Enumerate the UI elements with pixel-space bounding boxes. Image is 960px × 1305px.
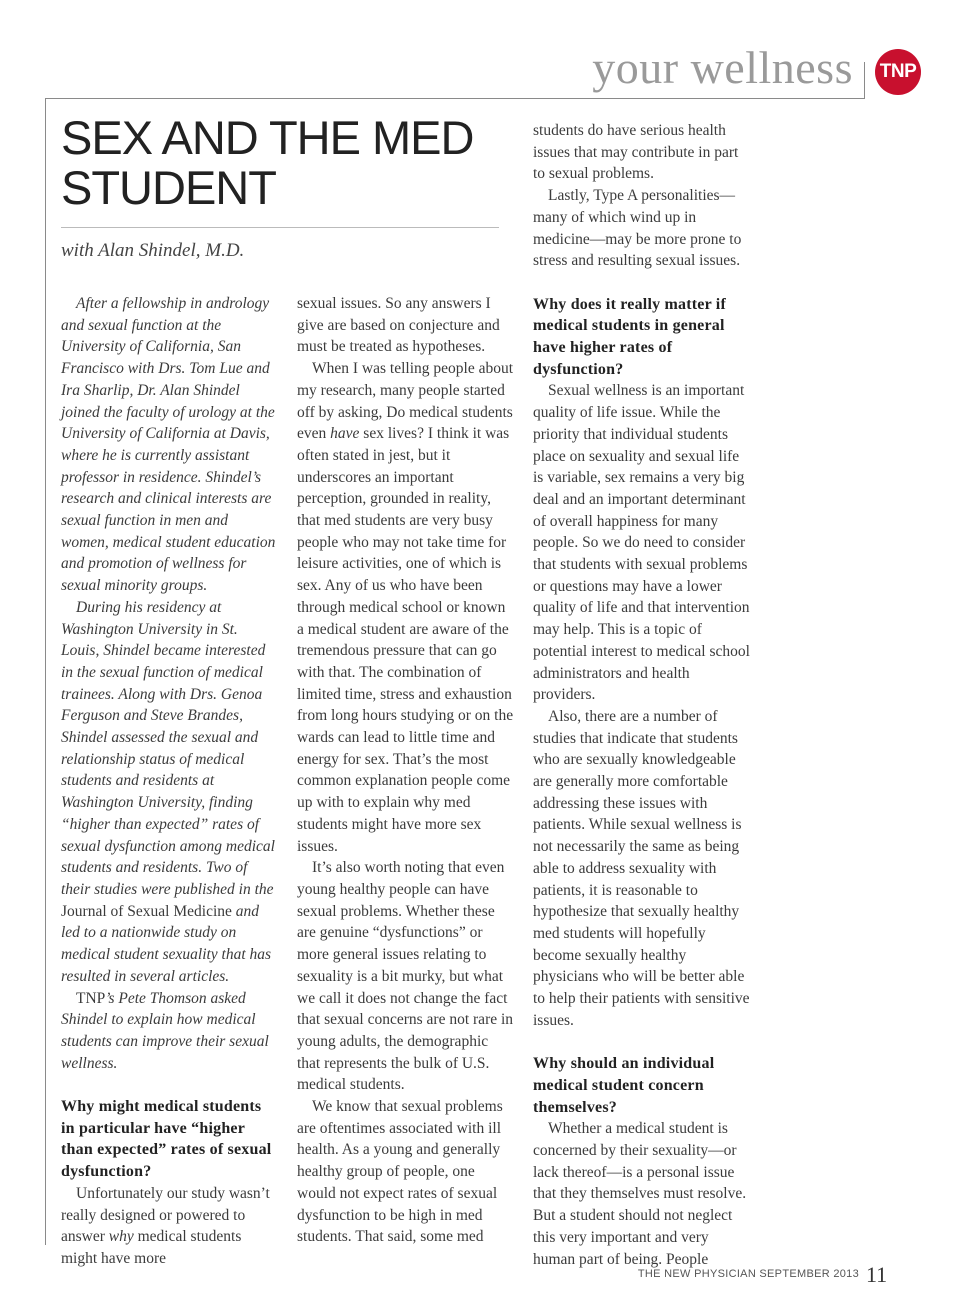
magazine-name: TNP xyxy=(76,989,106,1007)
byline: with Alan Shindel, M.D. xyxy=(61,240,245,261)
frame-top-rule xyxy=(45,98,865,99)
body-paragraph: students do have serious health issues that may contribute in part to sexual problems. xyxy=(533,122,739,183)
question-heading: Why might medical students in particular have “higher than expected” rates of sexual dysfunction? xyxy=(61,1098,272,1181)
intro-paragraph: After a fellowship in andrology and sexual function at the University of California, San Francisco with Drs. Tom Lue and Ira Sharlip, Dr. Alan Shindel joined the faculty of urology at the University of California at Davis, where he is currently assistant professor in residence. Shindel’s research and clinical interests are sexual function in men and women, medical student education and promotion of wellness for sexual minority groups. xyxy=(61,295,276,595)
body-paragraph: Unfortunately our study wasn’t really designed or powered to answer why medical students might have more xyxy=(61,1184,270,1267)
footer-publication: THE NEW PHYSICIAN SEPTEMBER 2013 xyxy=(637,1268,859,1280)
intro-paragraph: TNP’s Pete Thomson asked Shindel to explain how medical students can improve their sexual wellness. xyxy=(61,989,269,1072)
body-paragraph: We know that sexual problems are oftentimes associated with ill health. As a young and generally healthy group of people, one would not expect rates of sexual dysfunction to be high in med students. That said, some med xyxy=(297,1098,503,1246)
body-paragraph: When I was telling people about my research, many people started off by asking, Do medical students even have sex lives? I think it was often stated in jest, but it underscores an important perception, grounded in reality, that med students are very busy people who may not take time for leisure activities, one of which is sex. Any of us who have been through medical school or known a medical student are aware of the tremendous pressure that can go with that. The combination of limited time, stress and exhaustion from long hours studying or on the wards can lead to little time and energy for sex. That’s the most common explanation people come up with to explain why med students might have more sex issues. xyxy=(297,360,514,855)
journal-name: Journal of Sexual Medicine xyxy=(61,902,232,920)
title-divider xyxy=(61,227,499,228)
column-1 xyxy=(61,293,277,1270)
body-paragraph: Whether a medical student is concerned by their sexuality—or lack thereof—is a personal issue that they themselves must resolve. But a student should not neglect this very important and very human part of being. People xyxy=(533,1120,747,1268)
body-paragraph: Sexual wellness is an important quality of life issue. While the priority that individual students place on sexuality and sexual life is variable, sex remains a very big deal and an important determinant of overall happiness for many people. So we do need to consider that students with sexual problems or questions may have a lower quality of life and that intervention may help. This is a topic of potential interest to medical school administrators and health providers. xyxy=(533,382,750,704)
body-paragraph: Lastly, Type A personalities—many of which wind up in medicine—may be more prone to stress and resulting sexual issues. xyxy=(533,187,742,270)
article-title xyxy=(61,113,511,213)
frame-left-rule xyxy=(45,98,46,1245)
body-paragraph: sexual issues. So any answers I give are based on conjecture and must be treated as hypotheses. xyxy=(297,295,500,356)
section-label: your wellness xyxy=(592,42,853,93)
intro-paragraph: During his residency at Washington University in St. Louis, Shindel became interested in the sexual function of medical trainees. Along with Drs. Genoa Ferguson and Steve Brandes, Shindel assessed the sexual and relationship status of medical students and residents at Washington University, finding “higher than expected” rates of sexual dysfunction among medical students and residents. Two of their studies were published in the Journal of Sexual Medicine and led to a nationwide study on medical student sexuality that has resulted in several articles. xyxy=(61,598,275,985)
body-paragraph: It’s also worth noting that even young healthy people can have sexual problems. Whether these are genuine “dysfunctions” or more general issues relating to sexuality is a bit murky, but what we call it does not change the fact that sexual concerns are not rare in young adults, the demographic that represents the bulk of U.S. medical students. xyxy=(297,859,514,1094)
tnp-logo: TNP xyxy=(875,49,921,95)
question-heading: Why does it really matter if medical students in general have higher rates of dysfunction? xyxy=(533,295,726,378)
question-heading: Why should an individual medical student concern themselves? xyxy=(533,1055,715,1116)
frame-right-rule xyxy=(864,62,865,98)
title-line-1: SEX AND THE MED xyxy=(61,111,474,164)
column-2 xyxy=(297,293,515,1248)
title-line-2: STUDENT xyxy=(61,161,276,214)
column-3 xyxy=(533,120,751,1270)
page-number: 11 xyxy=(866,1262,888,1287)
body-paragraph: Also, there are a number of studies that indicate that students who are sexually knowledgeable are generally more comfortable addressing these issues with patients. While sexual wellness is not necessarily the same as being able to address sexuality with patients, it is reasonable to hypothesize that sexually healthy med students will hopefully become sexually healthy physicians who will be better able to help their patients with sensitive issues. xyxy=(533,707,750,1029)
